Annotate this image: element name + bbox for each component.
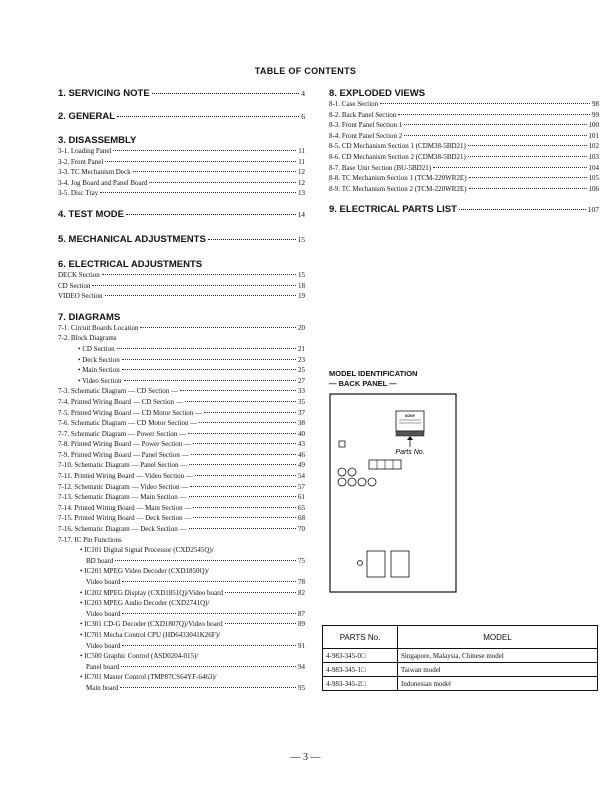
toc-entry-label: 3-1. Loading Panel — [58, 147, 112, 155]
toc-entry-label: 7-11. Printed Wiring Board — Video Section — — [58, 472, 193, 481]
dot-leader — [398, 114, 590, 115]
toc-entry-page: 54 — [298, 472, 305, 481]
toc-entry-page: 21 — [298, 344, 305, 353]
toc-entry-label: 7-2. Block Diagrams — [58, 334, 117, 343]
toc-entry-label: • Video Section — [78, 376, 122, 385]
jack-connector — [348, 468, 356, 476]
dot-leader — [140, 327, 296, 328]
toc-entry-page: 95 — [298, 683, 305, 692]
parts-no-callout: Parts No. — [395, 449, 425, 456]
toc-entry-page: 101 — [588, 131, 599, 140]
toc-section-9[interactable]: 9. ELECTRICAL PARTS LIST 107 — [329, 204, 599, 216]
toc-entry-label: 7-3. Schematic Diagram — CD Section — — [58, 387, 178, 396]
dot-leader — [190, 486, 296, 487]
dot-leader — [189, 464, 296, 465]
toc-entry-page: 19 — [298, 292, 305, 301]
toc-entry[interactable] — [58, 588, 305, 599]
dot-leader — [189, 496, 297, 497]
toc-entry[interactable] — [329, 120, 599, 131]
toc-entry-page: 91 — [298, 641, 305, 650]
toc-entry[interactable] — [58, 566, 305, 577]
toc-entry-page: 106 — [588, 184, 599, 193]
toc-entry-page: 20 — [298, 323, 305, 332]
toc-entry-page: 82 — [298, 588, 305, 597]
dot-leader — [121, 666, 296, 667]
toc-entry[interactable] — [58, 188, 305, 199]
toc-entry[interactable] — [329, 141, 599, 152]
toc-entry[interactable] — [58, 609, 305, 620]
toc-entry[interactable] — [58, 482, 305, 493]
toc-entry-page: 15 — [298, 270, 305, 279]
toc-entry-label: Video board — [86, 578, 121, 586]
toc-entry-label: Main board — [86, 683, 119, 692]
toc-entry-label: • IC301 CD-G Decoder (CXD1807Q)/Video board — [80, 620, 223, 629]
toc-entry[interactable] — [58, 291, 305, 302]
toc-entry[interactable] — [58, 365, 305, 376]
toc-entry-page: 40 — [298, 429, 305, 438]
terminal-block — [391, 551, 409, 577]
toc-entry[interactable] — [58, 376, 305, 387]
toc-entry[interactable] — [58, 651, 305, 662]
table-row — [323, 649, 598, 663]
dot-leader — [122, 369, 296, 370]
toc-left-column — [58, 88, 305, 694]
toc-entry-page: 94 — [298, 662, 305, 671]
toc-entry-label: Video board — [86, 641, 121, 650]
dot-leader — [100, 192, 296, 193]
toc-entry-label: 7-17. IC Pin Functions — [58, 535, 122, 544]
toc-entry-page: 35 — [298, 397, 305, 406]
toc-entry-label: 8-4. Front Panel Section 2 — [329, 131, 403, 140]
model-cell: Indonesian model — [398, 677, 598, 691]
toc-entry-page: 18 — [298, 281, 305, 290]
toc-entry[interactable] — [58, 641, 305, 652]
toc-entry-label: 3-4. Jog Board and Panel Board — [58, 178, 148, 187]
model-identification-title: MODEL IDENTIFICATION — [329, 369, 418, 378]
toc-entry-page: 23 — [298, 355, 305, 364]
toc-entry-label: 7-1. Circuit Boards Location — [58, 323, 139, 332]
toc-entry-label: 8-8. TC Mechanism Section 1 (TCM-220WR2E) — [329, 174, 467, 183]
dot-leader — [199, 422, 296, 423]
toc-entry[interactable] — [58, 429, 305, 440]
toc-section-6-heading[interactable]: 6. ELECTRICAL ADJUSTMENTS — [58, 258, 203, 270]
toc-entry-label: 7-6. Schematic Diagram — CD Motor Section — — [58, 419, 198, 428]
dot-leader — [122, 359, 296, 360]
toc-entry[interactable] — [329, 184, 599, 195]
toc-section-3-heading[interactable]: 3. DISASSEMBLY — [58, 135, 137, 146]
dot-leader — [193, 507, 296, 508]
dot-leader — [468, 156, 587, 157]
dot-leader — [225, 623, 296, 624]
dot-leader — [113, 150, 296, 151]
toc-entry-label: • CD Section — [78, 344, 115, 353]
table-row — [323, 663, 598, 677]
toc-entry[interactable] — [329, 173, 599, 184]
toc-entry-label: CD Section — [58, 281, 91, 290]
dot-leader — [225, 592, 296, 593]
toc-entry-page: 89 — [298, 620, 305, 629]
parts-number-strip — [396, 431, 424, 436]
toc-entry[interactable] — [58, 471, 305, 482]
toc-entry-page: 57 — [298, 482, 305, 491]
toc-entry[interactable] — [58, 545, 305, 556]
toc-entry-label: 3-5. Disc Tray — [58, 189, 99, 198]
model-table-header-model: MODEL — [398, 626, 598, 649]
toc-entry-page: 87 — [298, 609, 305, 618]
toc-entry[interactable] — [58, 355, 305, 366]
toc-entry[interactable] — [58, 450, 305, 461]
dot-leader — [102, 274, 296, 275]
toc-section-3-list — [58, 146, 305, 199]
jack-connector — [348, 478, 356, 486]
toc-entry[interactable] — [58, 460, 305, 471]
small-jack — [358, 561, 363, 566]
toc-entry[interactable] — [58, 598, 305, 609]
toc-entry-page: 46 — [298, 450, 305, 459]
toc-entry-page: 37 — [298, 408, 305, 417]
toc-entry[interactable] — [58, 524, 305, 535]
terminal-block — [367, 551, 385, 577]
toc-entry-label: 7-4. Printed Wiring Board — CD Section — — [58, 397, 183, 406]
back-panel-illustration — [329, 393, 457, 593]
dot-leader — [404, 135, 586, 136]
dot-leader — [189, 528, 297, 529]
toc-entry[interactable] — [58, 492, 305, 503]
dot-leader — [185, 401, 296, 402]
dot-leader — [105, 161, 296, 162]
toc-entry-page: 75 — [298, 556, 305, 565]
toc-entry-page: 27 — [298, 376, 305, 385]
toc-entry[interactable] — [58, 662, 305, 673]
toc-entry-label: 7-15. Printed Wiring Board — Deck Section — — [58, 514, 192, 523]
toc-entry-label: 7-10. Schematic Diagram — Panel Section — — [58, 461, 188, 470]
dot-leader — [122, 581, 296, 582]
jack-connector — [338, 478, 346, 486]
parts-number-cell: 4-983-345-0□ — [323, 649, 398, 663]
toc-section-2[interactable]: 2. GENERAL 6 — [58, 111, 305, 122]
dot-leader — [469, 177, 587, 178]
dot-leader — [469, 188, 587, 189]
toc-entry-page: 100 — [588, 121, 599, 130]
toc-entry-label: 8-6. CD Mechanism Section 2 (CDM38-5BD21) — [329, 152, 466, 161]
toc-entry[interactable] — [329, 131, 599, 142]
dot-leader — [468, 145, 587, 146]
toc-section-1[interactable]: 1. SERVICING NOTE 4 — [58, 88, 305, 99]
dot-leader — [191, 454, 296, 455]
dot-leader — [193, 517, 296, 518]
toc-entry[interactable] — [58, 323, 305, 334]
toc-entry-page: 105 — [588, 174, 599, 183]
toc-entry[interactable] — [329, 152, 599, 163]
toc-section-6-list — [58, 270, 305, 302]
toc-entry[interactable] — [58, 397, 305, 408]
toc-entry-label: 7-16. Schematic Diagram — Deck Section — — [58, 525, 187, 534]
model-table-header-parts: PARTS No. — [323, 626, 398, 649]
dot-leader — [115, 560, 296, 561]
page-number: — 3 — — [290, 752, 321, 763]
toc-entry-page: 33 — [298, 387, 305, 396]
toc-entry[interactable] — [58, 270, 305, 281]
toc-section-4[interactable]: 4. TEST MODE 14 — [58, 208, 305, 220]
toc-entry-label: • IC701 Mecha Control CPU (HD6433041K26F)/ — [80, 630, 220, 639]
toc-entry[interactable] — [58, 672, 305, 683]
toc-entry-page: 78 — [298, 578, 305, 586]
toc-entry-label: 7-5. Printed Wiring Board — CD Motor Section — — [58, 408, 203, 417]
toc-section-8-heading[interactable]: 8. EXPLODED VIEWS — [329, 88, 426, 99]
toc-entry-label: • IC101 Digital Signal Processor (CXD2545Q)/ — [80, 546, 214, 555]
toc-section-8-list — [329, 99, 599, 194]
toc-entry-label: 8-3. Front Panel Section 1 — [329, 121, 403, 130]
dot-leader — [380, 103, 590, 104]
toc-entry[interactable] — [58, 439, 305, 450]
toc-entry[interactable] — [58, 281, 305, 292]
toc-entry[interactable] — [58, 344, 305, 355]
toc-entry[interactable] — [58, 619, 305, 630]
toc-entry-page: 61 — [298, 493, 305, 502]
toc-section-7-list — [58, 323, 305, 694]
toc-entry-label: VIDEO Section — [58, 292, 103, 301]
dot-leader — [133, 171, 296, 172]
toc-entry[interactable] — [329, 163, 599, 174]
toc-entry-page: 11 — [298, 157, 305, 166]
dot-leader — [188, 433, 296, 434]
toc-entry-page: 98 — [592, 100, 599, 108]
toc-entry[interactable] — [58, 386, 305, 397]
back-panel-outline — [330, 394, 456, 592]
toc-entry-label: • IC701 Master Control (TMP87CS64YF-6463)/ — [80, 673, 217, 682]
model-cell: Taiwan model — [398, 663, 598, 677]
toc-entry-page: 65 — [298, 503, 305, 512]
dot-leader — [120, 687, 296, 688]
toc-entry-page: 70 — [298, 525, 305, 534]
toc-entry[interactable] — [58, 178, 305, 189]
dot-leader — [180, 390, 296, 391]
dot-leader — [433, 167, 586, 168]
toc-entry-page: 49 — [298, 461, 305, 470]
dot-leader — [149, 182, 296, 183]
toc-entry-label: 8-2. Back Panel Section — [329, 110, 397, 119]
model-table-header-row — [323, 626, 598, 649]
toc-entry-page: 102 — [588, 142, 599, 151]
toc-entry-label: • IC201 MPEG Video Decoder (CXD1850Q)/ — [80, 567, 209, 576]
toc-entry[interactable] — [58, 630, 305, 641]
toc-entry-label: 7-9. Printed Wiring Board — Panel Section — — [58, 450, 189, 459]
toc-entry[interactable] — [58, 577, 305, 588]
toc-entry[interactable] — [58, 503, 305, 514]
toc-entry[interactable] — [58, 418, 305, 429]
dot-leader — [404, 124, 586, 125]
toc-entry-page: 103 — [588, 152, 599, 161]
page-title: TABLE OF CONTENTS — [254, 66, 357, 76]
toc-right-column — [329, 88, 599, 215]
dot-leader — [193, 443, 296, 444]
jack-connector — [368, 478, 376, 486]
toc-entry[interactable] — [58, 683, 305, 694]
toc-entry-label: 8-9. TC Mechanism Section 2 (TCM-220WR2E) — [329, 184, 467, 193]
toc-entry[interactable] — [58, 146, 305, 157]
toc-entry-label: DECK Section — [58, 270, 100, 279]
toc-entry-label: 7-7. Schematic Diagram — Power Section — — [58, 429, 187, 438]
dot-leader — [92, 285, 296, 286]
model-cell: Singapore, Malaysia, Chinese model — [398, 649, 598, 663]
toc-entry-label: • Deck Section — [78, 355, 120, 364]
toc-entry-label: 8-1. Case Section — [329, 100, 379, 108]
toc-entry-label: Video board — [86, 609, 121, 618]
toc-entry-page: 99 — [592, 110, 599, 119]
toc-entry-page: 12 — [298, 178, 305, 187]
toc-section-7-heading[interactable]: 7. DIAGRAMS — [58, 311, 121, 323]
toc-entry[interactable] — [58, 157, 305, 168]
toc-entry-label: 7-8. Printed Wiring Board — Power Section — — [58, 440, 191, 449]
toc-entry-label: 7-14. Printed Wiring Board — Main Section — — [58, 503, 192, 512]
toc-entry-page: 38 — [298, 419, 305, 428]
parts-number-cell: 4-983-345-1□ — [323, 663, 398, 677]
toc-entry-label: 8-7. Base Unit Section (BU-5BD21) — [329, 163, 432, 172]
toc-entry-label: 3-2. Front Panel — [58, 157, 104, 166]
toc-entry-label: • IC202 MPEG Display (CXD1851Q)/Video board — [80, 588, 223, 597]
dot-leader — [117, 348, 296, 349]
dot-leader — [122, 645, 296, 646]
toc-entry[interactable] — [58, 167, 305, 178]
toc-entry-page: 68 — [298, 514, 305, 523]
toc-entry-page: 104 — [588, 163, 599, 172]
model-identification-heading — [329, 369, 417, 389]
toc-entry-page: 12 — [298, 168, 305, 177]
model-identification-subtitle: — BACK PANEL — — [329, 379, 397, 388]
toc-entry-page: 13 — [298, 189, 305, 198]
parts-number-cell: 4-983-345-2□ — [323, 677, 398, 691]
dot-leader — [122, 613, 296, 614]
jack-connector — [338, 468, 346, 476]
toc-entry-label: 8-5. CD Mechanism Section 1 (CDM38-5BD21) — [329, 142, 466, 151]
toc-entry-label: • Main Section — [78, 366, 120, 375]
toc-entry[interactable] — [58, 513, 305, 524]
jack-connector — [358, 478, 366, 486]
small-square-connector — [339, 441, 345, 447]
dot-leader — [195, 475, 296, 476]
toc-entry-label: • IC203 MPEG Audio Decoder (CXD2741Q)/ — [80, 599, 210, 608]
toc-entry[interactable] — [58, 333, 305, 344]
toc-entry[interactable] — [58, 556, 305, 567]
dot-leader — [124, 380, 296, 381]
toc-entry[interactable] — [329, 99, 599, 110]
toc-entry-page: 43 — [298, 440, 305, 449]
sony-logo: SONY — [405, 414, 415, 418]
dot-leader — [105, 295, 296, 296]
toc-entry-label: • IC500 Graphic Control (ASD0204-015)/ — [80, 652, 199, 661]
toc-entry-label: 3-3. TC Mechanism Deck — [58, 168, 131, 177]
toc-entry-label: BD board — [86, 556, 114, 565]
toc-entry-label: 7-13. Schematic Diagram — Main Section — — [58, 493, 187, 502]
toc-section-5[interactable]: 5. MECHANICAL ADJUSTMENTS 15 — [58, 233, 305, 245]
toc-entry-label: 7-12. Schematic Diagram — Video Section — — [58, 482, 189, 491]
table-row — [323, 677, 598, 691]
dot-leader — [204, 412, 296, 413]
toc-entry[interactable] — [329, 110, 599, 121]
toc-entry[interactable] — [58, 408, 305, 419]
toc-entry-page: 25 — [298, 366, 305, 375]
model-table — [322, 625, 598, 691]
toc-entry-label: Panel board — [86, 662, 120, 671]
toc-entry[interactable] — [58, 535, 305, 546]
toc-entry-page: 11 — [298, 147, 305, 155]
